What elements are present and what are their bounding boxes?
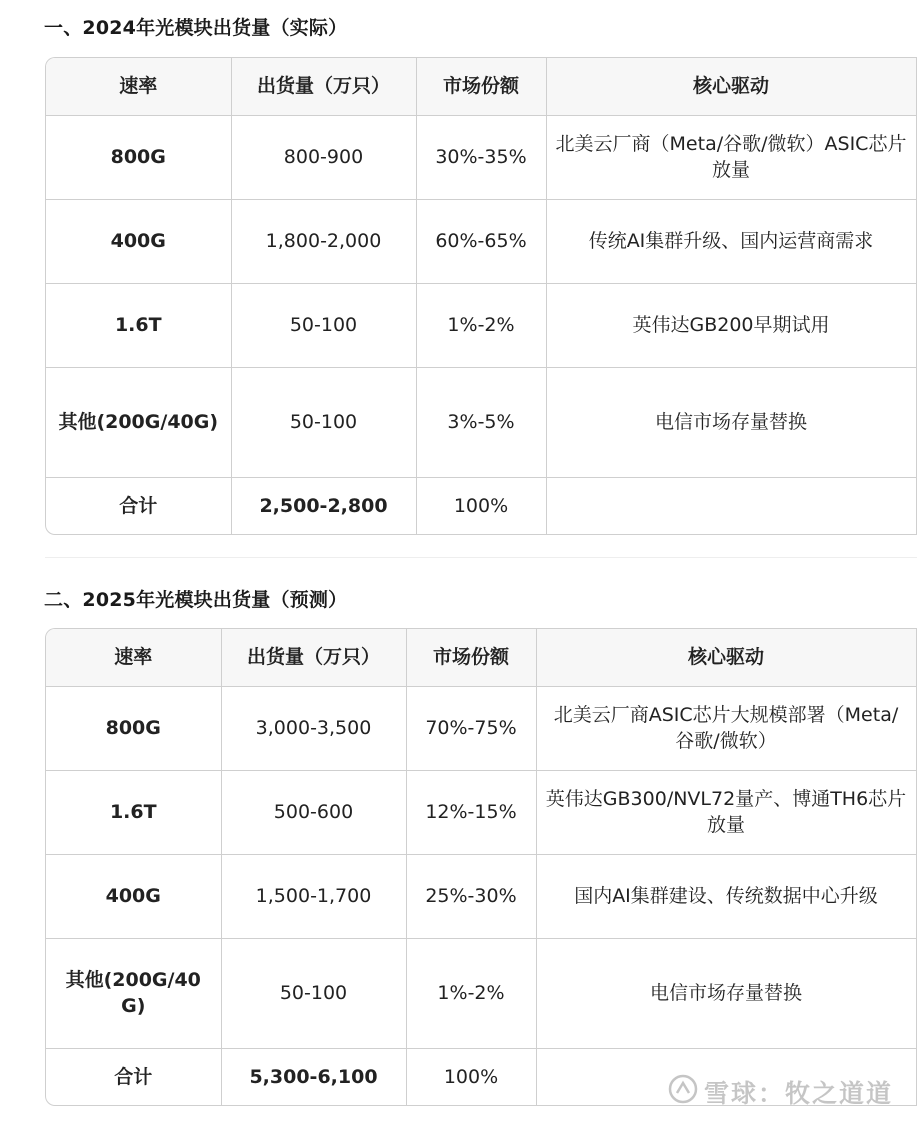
cell-volume: 50-100 [221, 938, 406, 1048]
section-divider [45, 557, 917, 558]
table-row [46, 367, 916, 477]
cell-volume: 2,500-2,800 [231, 477, 416, 534]
cell-driver: 北美云厂商（Meta/谷歌/微软）ASIC芯片放量 [546, 115, 916, 199]
cell-rate: 400G [46, 199, 231, 283]
cell-rate: 合计 [46, 477, 231, 534]
cell-rate: 其他(200G/40G) [46, 938, 221, 1048]
shipment-table-2025 [45, 628, 917, 1106]
table-row [46, 115, 916, 199]
cell-rate: 800G [46, 115, 231, 199]
cell-share: 3%-5% [416, 367, 546, 477]
cell-driver: 英伟达GB200早期试用 [546, 283, 916, 367]
table-header-row [46, 58, 916, 115]
cell-volume: 800-900 [231, 115, 416, 199]
cell-share: 1%-2% [406, 938, 536, 1048]
header-share: 市场份额 [406, 629, 536, 686]
shipment-table-2024 [45, 57, 917, 535]
cell-driver: 国内AI集群建设、传统数据中心升级 [536, 854, 916, 938]
watermark [668, 1074, 893, 1110]
cell-driver: 英伟达GB300/NVL72量产、博通TH6芯片放量 [536, 770, 916, 854]
watermark-text: 雪球：牧之道道 [704, 1079, 894, 1108]
header-rate: 速率 [46, 629, 221, 686]
cell-rate: 合计 [46, 1048, 221, 1105]
table-row [46, 686, 916, 770]
cell-rate: 其他(200G/40G) [46, 367, 231, 477]
table-row [46, 199, 916, 283]
section-title-2024: 一、2024年光模块出货量（实际） [44, 17, 348, 39]
cell-driver: 电信市场存量替换 [546, 367, 916, 477]
cell-driver: 电信市场存量替换 [536, 938, 916, 1048]
cell-driver: 北美云厂商ASIC芯片大规模部署（Meta/谷歌/微软） [536, 686, 916, 770]
header-driver: 核心驱动 [536, 629, 916, 686]
cell-share: 1%-2% [416, 283, 546, 367]
cell-share: 25%-30% [406, 854, 536, 938]
cell-share: 60%-65% [416, 199, 546, 283]
cell-driver [546, 477, 916, 534]
table-row-total [46, 477, 916, 534]
cell-share: 30%-35% [416, 115, 546, 199]
table-row [46, 854, 916, 938]
cell-volume: 500-600 [221, 770, 406, 854]
cell-volume: 1,500-1,700 [221, 854, 406, 938]
table-row [46, 938, 916, 1048]
cell-share: 70%-75% [406, 686, 536, 770]
table-row [46, 770, 916, 854]
section-title-2025: 二、2025年光模块出货量（预测） [44, 589, 348, 611]
header-share: 市场份额 [416, 58, 546, 115]
cell-share: 12%-15% [406, 770, 536, 854]
header-volume: 出货量（万只） [221, 629, 406, 686]
header-volume: 出货量（万只） [231, 58, 416, 115]
cell-share: 100% [406, 1048, 536, 1105]
cell-rate: 400G [46, 854, 221, 938]
header-rate: 速率 [46, 58, 231, 115]
cell-volume: 50-100 [231, 283, 416, 367]
cell-rate: 800G [46, 686, 221, 770]
cell-rate: 1.6T [46, 770, 221, 854]
table-header-row [46, 629, 916, 686]
cell-volume: 50-100 [231, 367, 416, 477]
header-driver: 核心驱动 [546, 58, 916, 115]
table-row [46, 283, 916, 367]
cell-driver: 传统AI集群升级、国内运营商需求 [546, 199, 916, 283]
cell-rate: 1.6T [46, 283, 231, 367]
cell-volume: 5,300-6,100 [221, 1048, 406, 1105]
cell-volume: 3,000-3,500 [221, 686, 406, 770]
cell-share: 100% [416, 477, 546, 534]
cell-volume: 1,800-2,000 [231, 199, 416, 283]
xueqiu-logo-icon [668, 1074, 704, 1110]
